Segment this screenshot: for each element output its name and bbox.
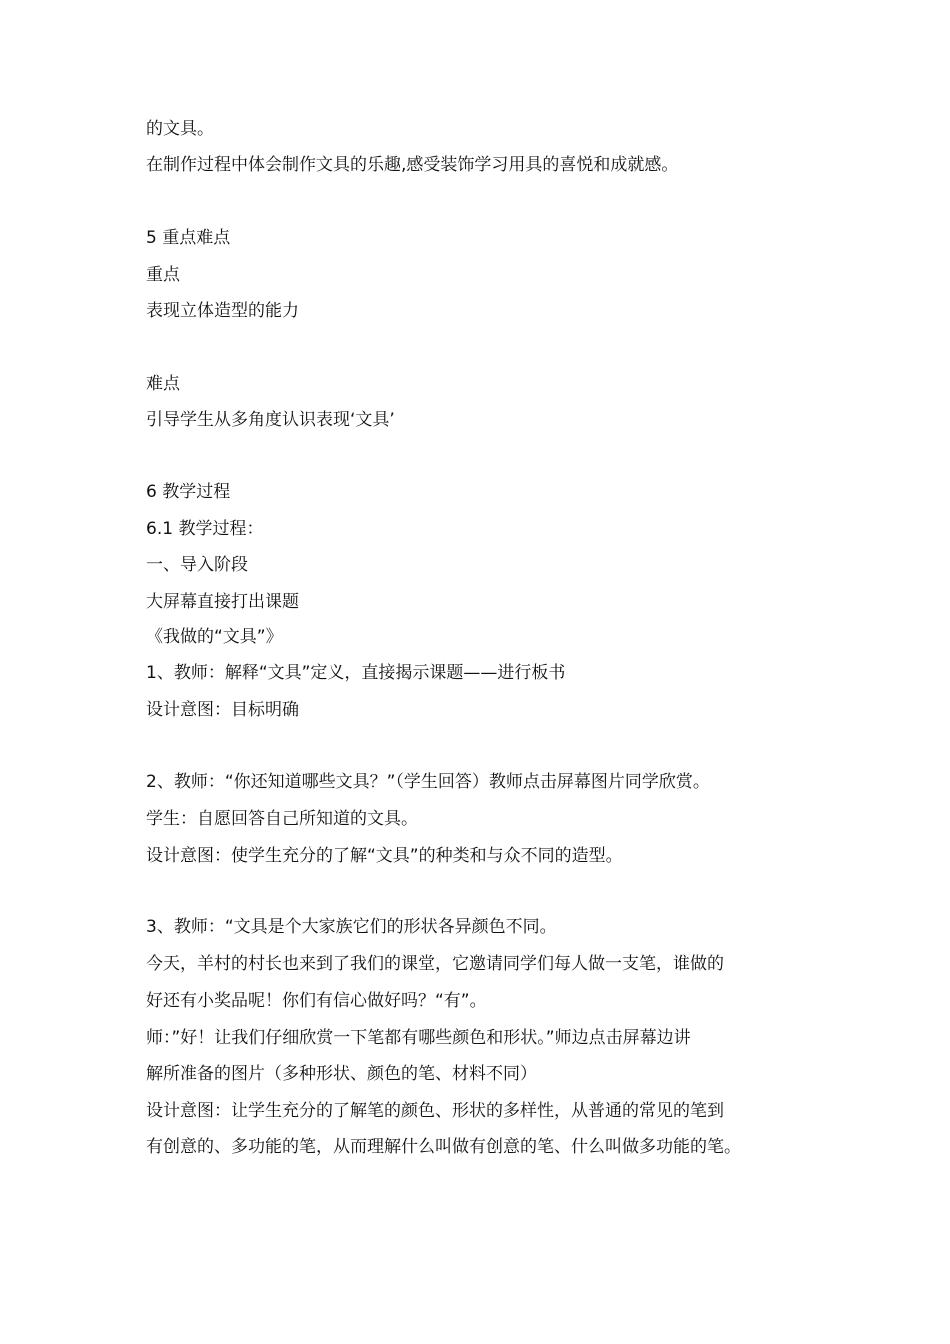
text-line: 好还有小奖品呢！你们有信心做好吗？“有”。	[146, 991, 487, 1011]
subsection-heading: 6.1 教学过程：	[146, 519, 264, 539]
text-line: 今天，羊村的村长也来到了我们的课堂，它邀请同学们每人做一支笔，谁做的	[146, 954, 724, 974]
text-line: 解所准备的图片（多种形状、颜色的笔、材料不同）	[146, 1064, 537, 1084]
subheading-difficulty: 难点	[146, 374, 180, 394]
text-line: 表现立体造型的能力	[146, 301, 299, 321]
section-heading: 5 重点难点	[146, 228, 231, 248]
text-line: 有创意的、多功能的笔，从而理解什么叫做有创意的笔、什么叫做多功能的笔。	[146, 1137, 741, 1157]
text-line: 引导学生从多角度认识表现‘文具’	[146, 410, 395, 430]
text-line: 在制作过程中体会制作文具的乐趣,感受装饰学习用具的喜悦和成就感。	[146, 155, 679, 175]
text-line: 设计意图：使学生充分的了解“文具”的种类和与众不同的造型。	[146, 846, 623, 866]
text-line: 设计意图：目标明确	[146, 700, 299, 720]
text-line: 3、教师：“文具是个大家族它们的形状各异颜色不同。	[146, 917, 557, 937]
text-line: 的文具。	[146, 119, 214, 139]
text-line: 设计意图：让学生充分的了解笔的颜色、形状的多样性，从普通的常见的笔到	[146, 1101, 724, 1121]
text-line: 一、导入阶段	[146, 555, 248, 575]
section-heading: 6 教学过程	[146, 482, 231, 502]
text-line: 《我做的“文具”》	[146, 627, 283, 647]
text-line: 学生：自愿回答自己所知道的文具。	[146, 809, 418, 829]
text-line: 1、教师：解释“文具”定义，直接揭示课题——进行板书	[146, 663, 566, 683]
text-line: 大屏幕直接打出课题	[146, 592, 299, 612]
text-line: 师：”好！让我们仔细欣赏一下笔都有哪些颜色和形状。”师边点击屏幕边讲	[146, 1028, 691, 1048]
text-line: 2、教师：“你还知道哪些文具？”（学生回答）教师点击屏幕图片同学欣赏。	[146, 772, 710, 792]
subheading-key-point: 重点	[146, 265, 180, 285]
